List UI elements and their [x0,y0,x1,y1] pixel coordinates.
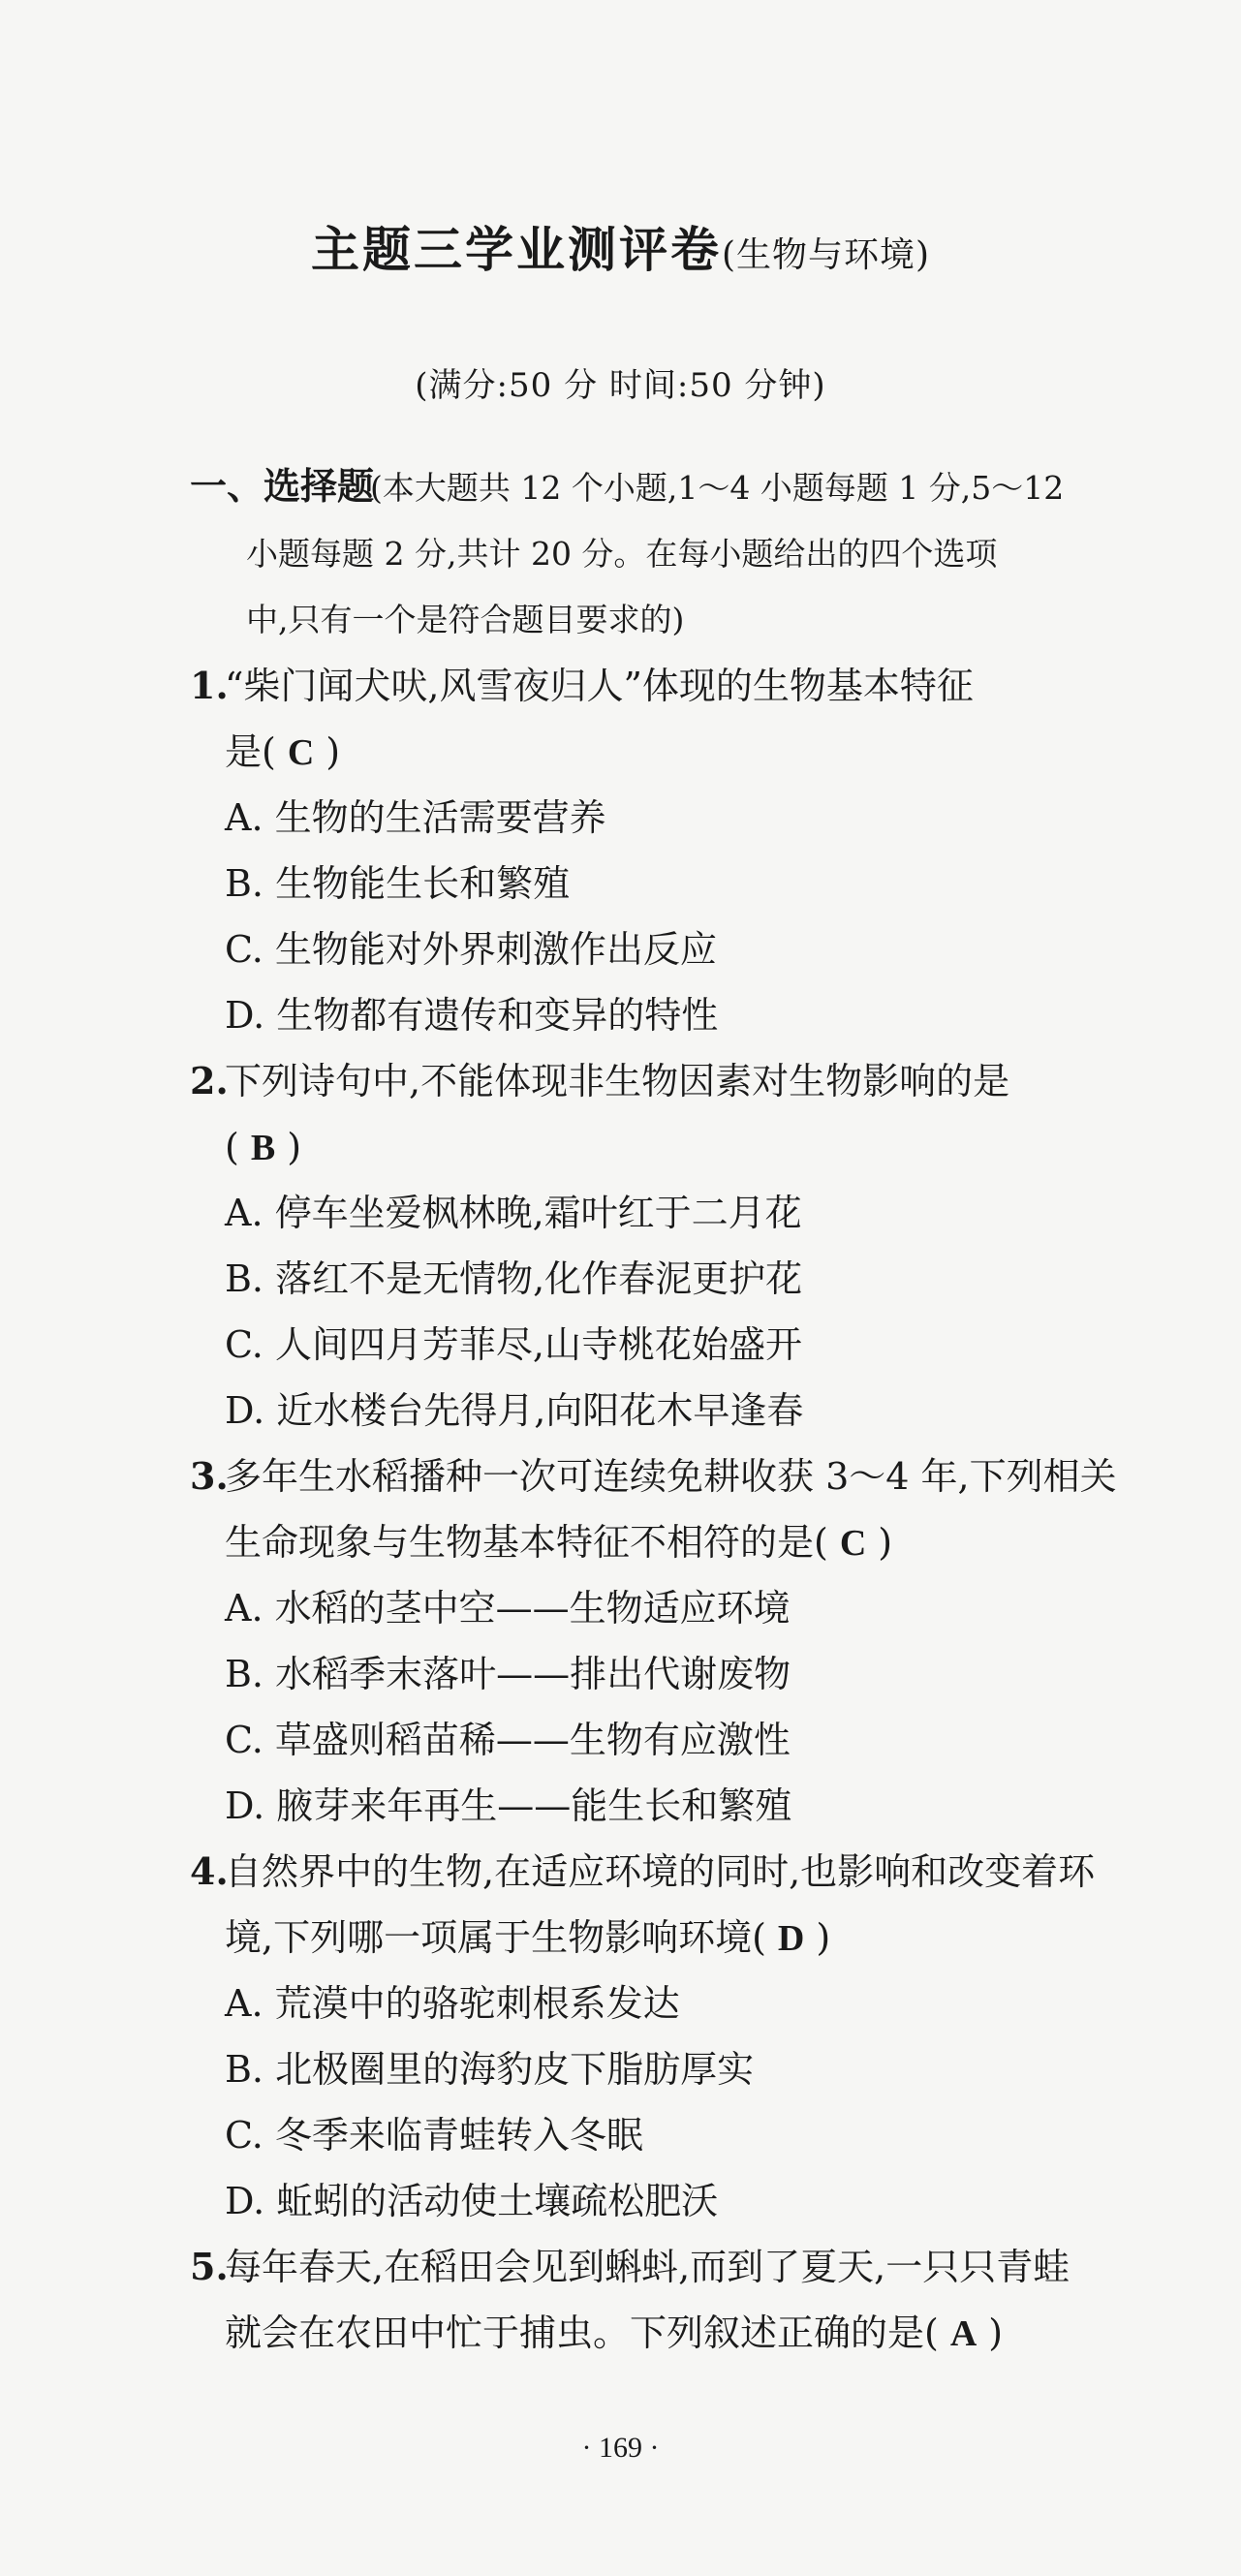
page-number: · 169 · [581,2432,660,2464]
option-b: B. 水稻季末落叶——排出代谢废物 [225,1653,791,1695]
question-stem-line: 下列诗句中,不能体现非生物因素对生物影响的是 [225,1060,1010,1102]
question-number: 1. [190,664,229,707]
question-stem-line: 每年春天,在稻田会见到蝌蚪,而到了夏天,一只只青蛙 [225,2246,1070,2288]
option-c: C. 生物能对外界刺激作出反应 [225,928,717,971]
question-stem-line: ( B ) [225,1126,302,1168]
option-a: A. 水稻的茎中空——生物适应环境 [225,1587,791,1629]
question-stem-line: 多年生水稻播种一次可连续免耕收获 3～4 年,下列相关 [225,1455,1117,1498]
section-note-line: 小题每题 2 分,共计 20 分。在每小题给出的四个选项 [246,535,998,573]
option-d: D. 生物都有遗传和变异的特性 [225,994,719,1037]
option-d: D. 腋芽来年再生——能生长和繁殖 [225,1785,792,1827]
question-number: 5. [190,2245,229,2288]
option-d: D. 近水楼台先得月,向阳花木早逢春 [225,1389,804,1432]
question-stem-line: 是( C ) [225,730,341,773]
question-number: 3. [190,1454,229,1498]
exam-meta: (满分:50 分 时间:50 分钟) [415,366,826,405]
answer-letter: C [839,1523,867,1564]
question-number: 2. [190,1059,229,1102]
page-title [0,211,1241,281]
answer-letter: D [777,1918,805,1959]
answer-letter: B [250,1128,276,1168]
option-b: B. 北极圈里的海豹皮下脂肪厚实 [225,2048,755,2091]
question-stem-line: “柴门闻犬吠,风雪夜归人”体现的生物基本特征 [225,665,974,707]
option-a: A. 停车坐爱枫林晚,霜叶红于二月花 [225,1192,802,1234]
answer-letter: C [287,732,315,773]
section-note-line: 中,只有一个是符合题目要求的) [246,601,685,638]
question-stem-line: 生命现象与生物基本特征不相符的是( C ) [225,1521,893,1564]
option-b: B. 生物能生长和繁殖 [225,862,571,905]
question-stem-line: 就会在农田中忙于捕虫。下列叙述正确的是( A ) [225,2312,1004,2354]
question-number: 4. [190,1849,229,1893]
title-main: 主题三学业测评卷 [310,221,722,278]
title-subtitle: (生物与环境) [721,235,931,275]
option-c: C. 草盛则稻苗稀——生物有应激性 [225,1719,791,1761]
option-c: C. 冬季来临青蛙转入冬眠 [225,2114,643,2157]
option-b: B. 落红不是无情物,化作春泥更护花 [225,1257,803,1300]
section-note-line: (本大题共 12 个小题,1～4 小题每题 1 分,5～12 [370,469,1065,507]
option-c: C. 人间四月芳菲尽,山寺桃花始盛开 [225,1323,802,1366]
option-a: A. 生物的生活需要营养 [225,796,606,839]
option-d: D. 蚯蚓的活动使土壤疏松肥沃 [225,2180,719,2222]
option-a: A. 荒漠中的骆驼刺根系发达 [225,1982,680,2025]
section-heading: 一、选择题 [190,464,375,508]
question-stem-line: 境,下列哪一项属于生物影响环境( D ) [225,1916,831,1959]
question-stem-line: 自然界中的生物,在适应环境的同时,也影响和改变着环 [225,1850,1096,1893]
answer-letter: A [949,2313,977,2354]
